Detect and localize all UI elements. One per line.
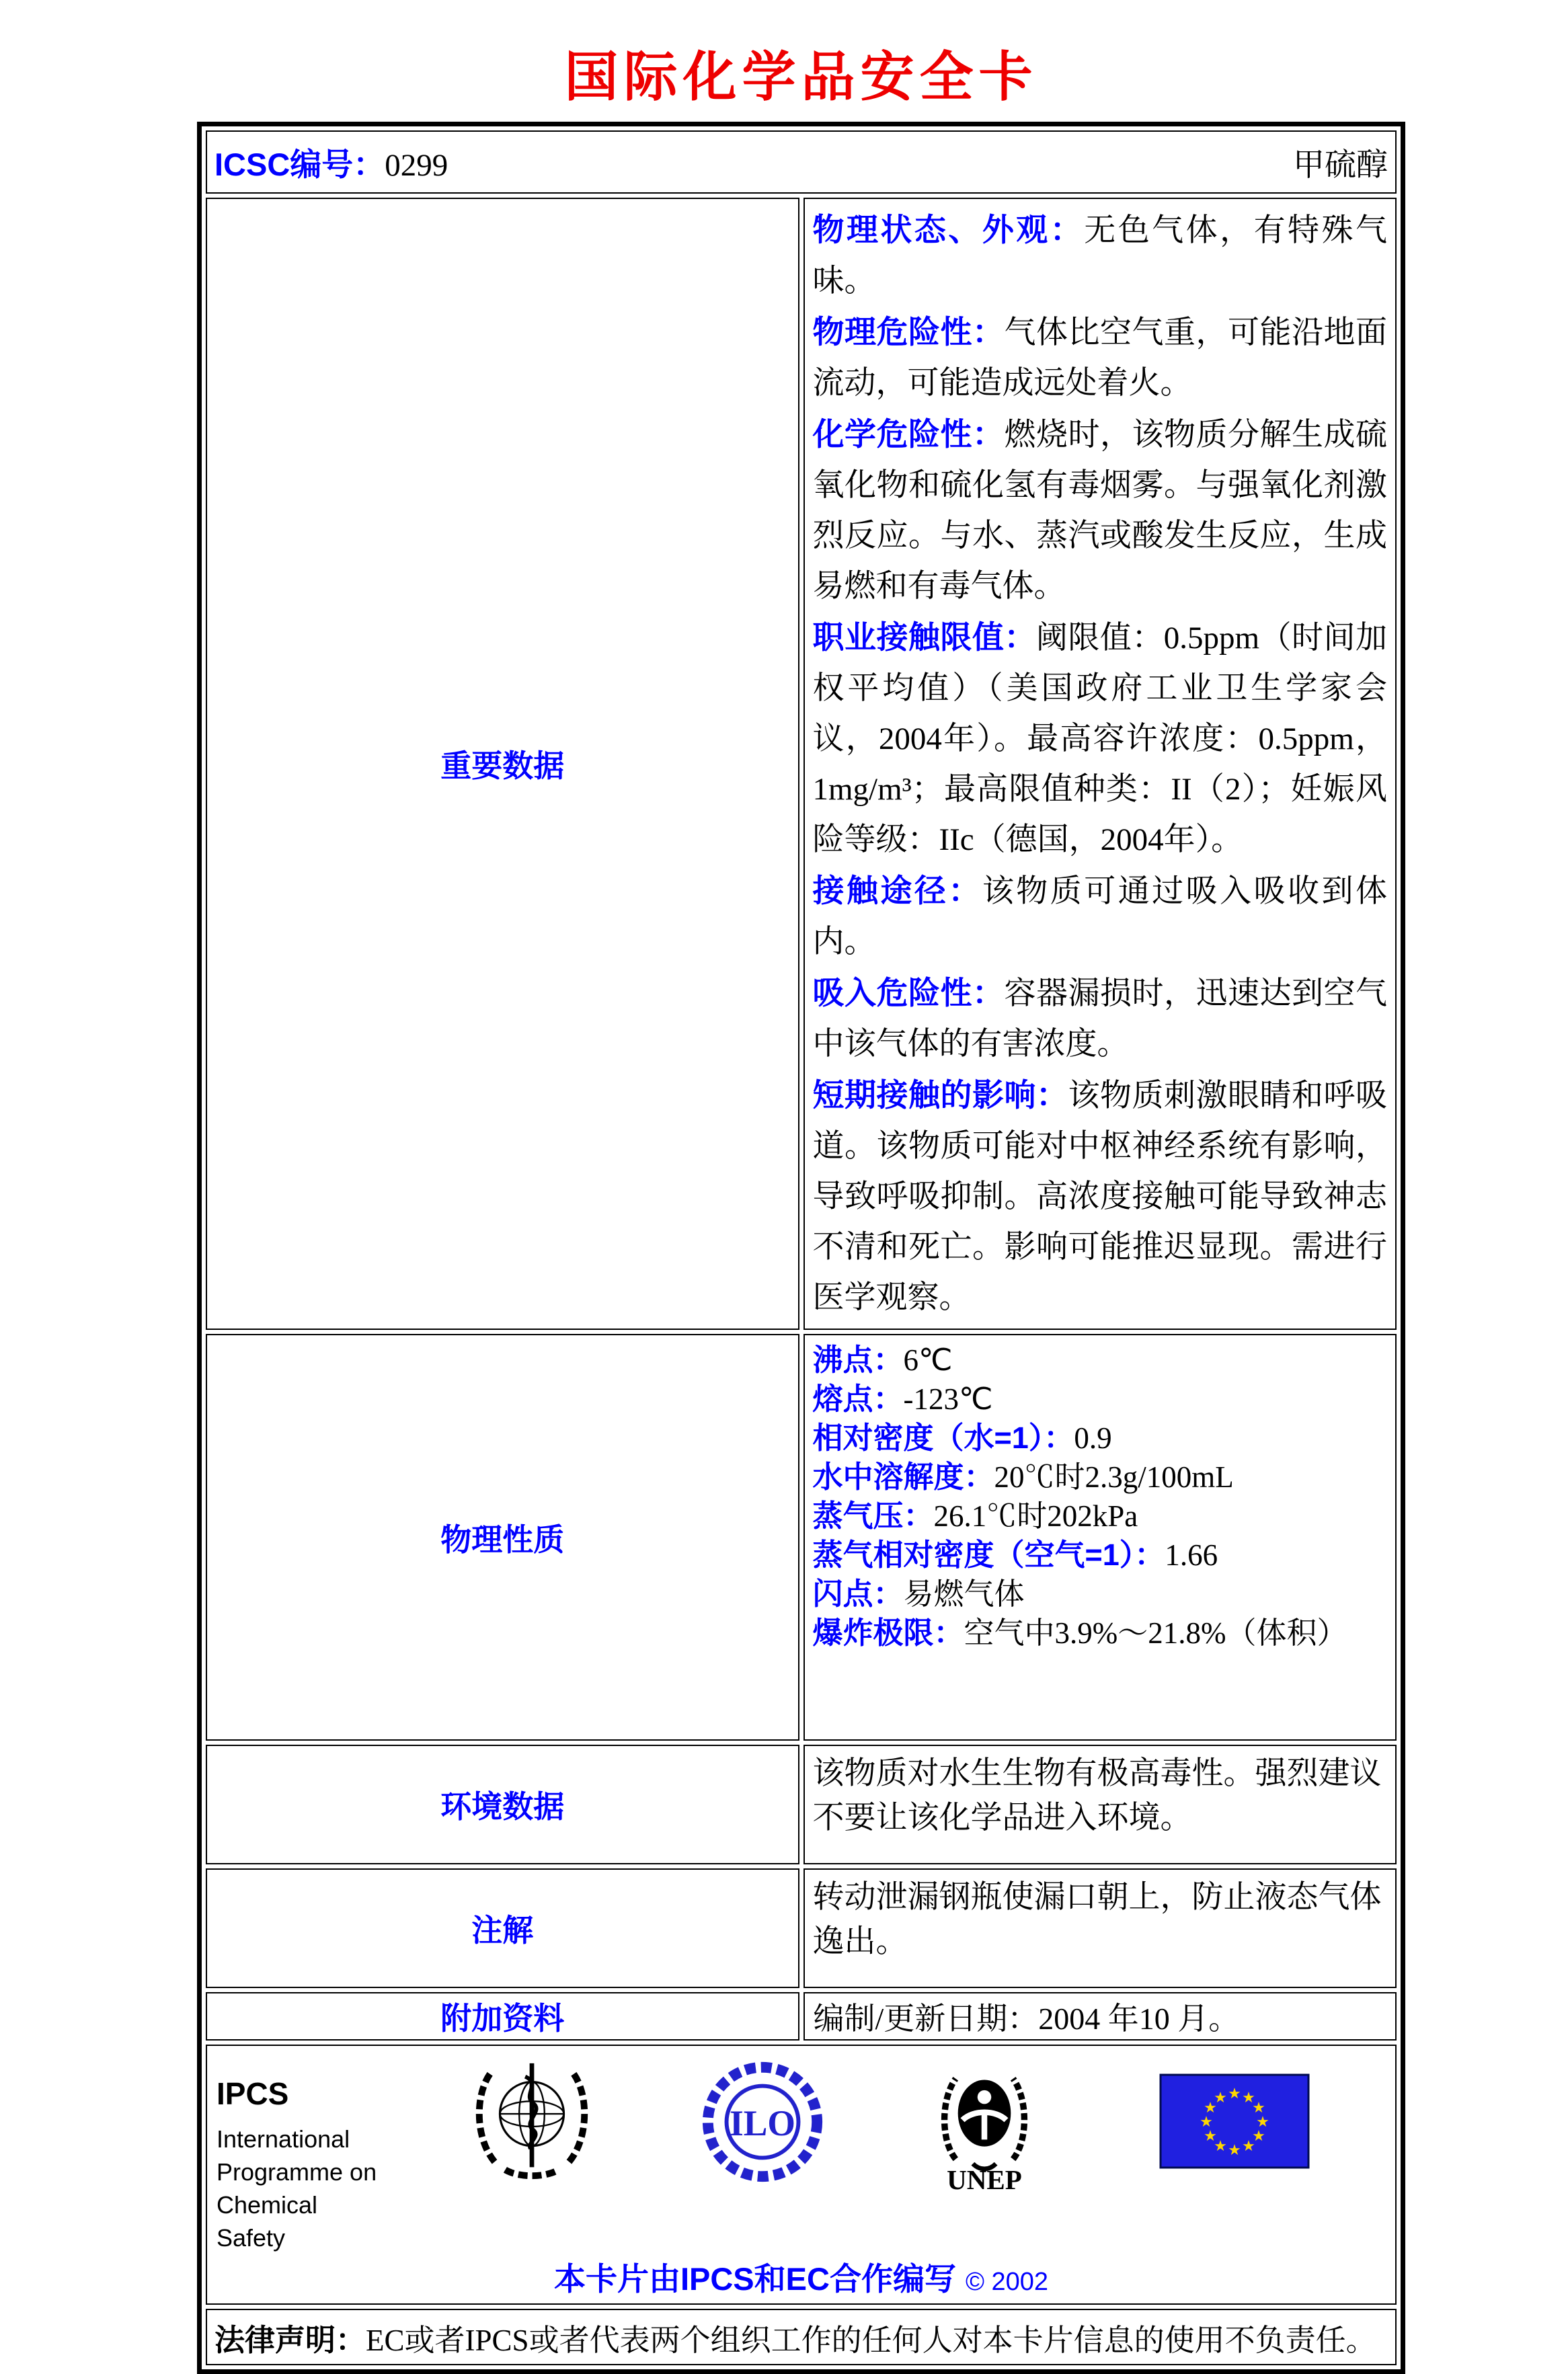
physical-property: 水中溶解度：20℃时2.3g/100mL <box>812 1460 1234 1494</box>
important-item: 短期接触的影响：该物质刺激眼睛和呼吸道。该物质可能对中枢神经系统有影响，导致呼吸抑制。高浓度接触可能导致神志不清和死亡。影响可能推迟显现。需进行医学观察。 <box>812 1077 1387 1315</box>
section-label-cell-important <box>206 198 799 1330</box>
svg-text:★: ★ <box>1204 2100 1217 2116</box>
section-content-notes <box>803 1868 1397 1988</box>
unep-logo-text: UNEP <box>947 2164 1022 2195</box>
svg-text:★: ★ <box>1256 2114 1269 2131</box>
important-item: 物理状态、外观：无色气体，有特殊气味。 <box>812 212 1387 299</box>
eu-flag <box>1160 2074 1309 2172</box>
physical-property: 爆炸极限：空气中3.9%～21.8%（体积） <box>812 1616 1347 1650</box>
important-item: 职业接触限值：阈限值：0.5ppm（时间加权平均值）（美国政府工业卫生学家会议，2004年）。最高容许浓度：0.5ppm，1mg/m³；最高限值种类：II（2）；妊娠风险等级：IIc（德国，2004年）。 <box>812 619 1388 857</box>
update-date-value: 2004 年10 月。 <box>1038 2002 1240 2036</box>
svg-text:★: ★ <box>1204 2128 1217 2145</box>
notes-text: 转动泄漏钢瓶使漏口朝上，防止液态气体逸出。 <box>812 1880 1382 1959</box>
svg-text:★: ★ <box>1214 2090 1227 2106</box>
footer-caption: 本卡片由IPCS和EC合作编写 © 2002 <box>553 2261 1049 2297</box>
svg-text:★: ★ <box>1242 2090 1255 2106</box>
section-row-physical <box>206 1334 1397 1741</box>
footer-cell <box>206 2045 1397 2305</box>
who-logo <box>465 2055 598 2192</box>
section-content-environment <box>803 1745 1397 1864</box>
section-label: 重要数据 <box>440 748 565 783</box>
legal-row <box>206 2309 1397 2365</box>
legal-cell <box>206 2309 1397 2365</box>
section-label-cell-physical <box>206 1334 799 1741</box>
unep-logo <box>927 2058 1042 2196</box>
ilo-logo-text: ILO <box>729 2102 796 2143</box>
section-label-cell-notes <box>206 1868 799 1988</box>
icsc-number-value: 0299 <box>385 147 448 183</box>
section-label: 附加资料 <box>440 2001 565 2036</box>
svg-text:★: ★ <box>1228 2086 1241 2102</box>
copyright-text: © 2002 <box>965 2268 1049 2296</box>
physical-property: 蒸气压：26.1℃时202kPa <box>812 1499 1138 1533</box>
svg-text:★: ★ <box>1252 2128 1265 2145</box>
section-label-cell-additional <box>206 1992 799 2041</box>
footer-row <box>206 2045 1397 2305</box>
svg-text:★: ★ <box>1252 2100 1265 2116</box>
section-label: 物理性质 <box>440 1521 565 1557</box>
physical-property: 沸点：6℃ <box>812 1343 953 1377</box>
svg-text:★: ★ <box>1200 2114 1213 2131</box>
ipcs-text-block: IPCS International Programme on Chemical Safety <box>217 2075 388 2254</box>
page-title: 国际化学品安全卡 <box>564 47 1038 107</box>
icsc-card-page <box>0 34 1568 2357</box>
physical-property: 蒸气相对密度（空气=1）：1.66 <box>812 1538 1218 1572</box>
section-content-additional <box>803 1992 1397 2041</box>
section-row-important <box>206 198 1397 1330</box>
section-content-important <box>803 198 1397 1330</box>
important-item: 接触途径：该物质可通过吸入吸收到体内。 <box>812 873 1387 959</box>
ipcs-acronym: IPCS <box>217 2076 289 2111</box>
section-content-physical <box>803 1334 1397 1741</box>
icsc-card-table <box>197 122 1405 2374</box>
svg-text:★: ★ <box>1242 2138 1255 2155</box>
legal-label: 法律声明： <box>214 2322 366 2357</box>
svg-text:★: ★ <box>1214 2138 1227 2155</box>
important-item: 物理危险性：气体比空气重，可能沿地面流动，可能造成远处着火。 <box>812 314 1387 401</box>
legal-text: EC或者IPCS或者代表两个组织工作的任何人对本卡片信息的使用不负责任。 <box>366 2323 1376 2357</box>
ilo-logo <box>696 2055 829 2192</box>
physical-property: 相对密度（水=1）：0.9 <box>812 1421 1112 1455</box>
environment-text: 该物质对水生生物有极高毒性。强烈建议不要让该化学品进入环境。 <box>812 1756 1382 1835</box>
section-label-cell-environment <box>206 1745 799 1864</box>
chemical-name: 甲硫醇 <box>1293 147 1388 183</box>
header-cell <box>206 130 1397 194</box>
icsc-number <box>214 140 448 185</box>
section-label: 注解 <box>471 1913 534 1948</box>
section-label: 环境数据 <box>440 1789 565 1824</box>
svg-text:★: ★ <box>1228 2142 1241 2159</box>
icsc-number-label: ICSC编号： <box>214 146 385 182</box>
important-item: 化学危险性：燃烧时，该物质分解生成硫氧化物和硫化氢有毒烟雾。与强氧化剂激烈反应。与水、蒸汽或酸发生反应，生成易燃和有毒气体。 <box>812 416 1387 604</box>
physical-property: 闪点：易燃气体 <box>812 1577 1025 1611</box>
section-row-environment <box>206 1745 1397 1864</box>
physical-property: 熔点：-123℃ <box>812 1382 993 1416</box>
header-row <box>206 130 1397 194</box>
section-row-additional <box>206 1992 1397 2041</box>
section-row-notes <box>206 1868 1397 1988</box>
important-item: 吸入危险性：容器漏损时，迅速达到空气中该气体的有害浓度。 <box>812 975 1387 1062</box>
update-date-label: 编制/更新日期： <box>813 2002 1039 2036</box>
